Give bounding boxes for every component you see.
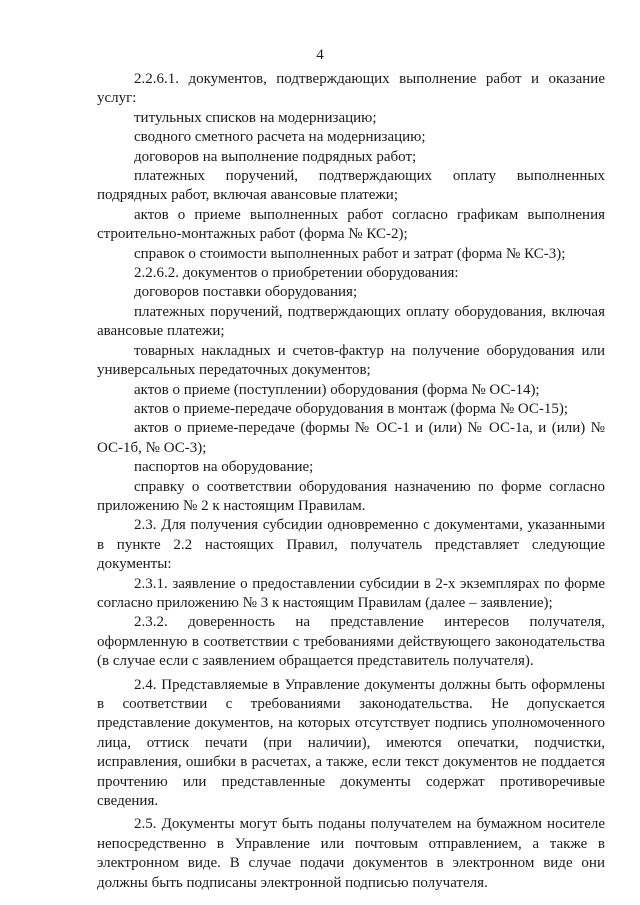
page-number: 4 <box>316 47 324 63</box>
list-item: договоров поставки оборудования; <box>134 284 358 301</box>
list-item: актов о приеме выполненных работ согласно графикам выполнения строительно-монтажных работ (форма № КС-2); <box>97 206 605 243</box>
document-body <box>97 70 605 893</box>
paragraph-2-2-6-1: 2.2.6.1. документов, подтверждающих выполнение работ и оказание услуг: <box>97 71 605 107</box>
list-item: актов о приеме-передаче оборудования в монтаж (форма № ОС-15); <box>134 400 569 417</box>
list-item: актов о приеме (поступлении) оборудования (форма № ОС-14); <box>134 381 540 398</box>
list-item: товарных накладных и счетов-фактур на получение оборудования или универсальных передаточных документов; <box>97 342 605 379</box>
list-item: актов о приеме-передаче (формы № ОС-1 и (или) № ОС-1а, и (или) № ОС-1б, № ОС-3); <box>97 420 605 456</box>
paragraph-2-3: 2.3. Для получения субсидии одновременно с документами, указанными в пункте 2.2 настоящих Правил, получатель представляет следующие документы: <box>97 517 605 573</box>
list-item: титульных списков на модернизацию; <box>134 109 377 126</box>
list-item: платежных поручений, подтверждающих оплату выполненных подрядных работ, включая авансовые платежи; <box>97 168 605 204</box>
list-item: платежных поручений, подтверждающих оплату оборудования, включая авансовые платежи; <box>97 303 605 340</box>
list-item: сводного сметного расчета на модернизацию; <box>134 129 426 146</box>
paragraph-2-4: 2.4. Представляемые в Управление документы должны быть оформлены в соответствии с требованиями законодательства. Не допускается представление документов, на которых отсутствует подпись уполномоченного лица, оттиск печати (при наличии), имеются опечатки, подчистки, исправления, ошибки в расчетах, а также, если текст документов не поддается прочтению или представленные документы содержат противоречивые сведения. <box>97 676 605 810</box>
paragraph-2-5: 2.5. Документы могут быть поданы получателем на бумажном носителе непосредственно в Управление или почтовым отправлением, а также в электронном виде. В случае подачи документов в электронном виде они должны быть подписаны электронной подписью получателя. <box>97 816 605 891</box>
list-item: справок о стоимости выполненных работ и затрат (форма № КС-3); <box>134 245 566 262</box>
paragraph-2-3-1: 2.3.1. заявление о предоставлении субсидии в 2-х экземплярах по форме согласно приложению № 3 к настоящим Правилам (далее – заявление); <box>97 575 605 611</box>
list-item: договоров на выполнение подрядных работ; <box>134 148 417 165</box>
paragraph-2-3-2: 2.3.2. доверенность на представление интересов получателя, оформленную в соответствии с требованиями действующего законодательства (в случае если с заявлением обращается представитель получателя). <box>97 614 605 670</box>
list-item: паспортов на оборудование; <box>134 459 314 476</box>
list-item: справку о соответствии оборудования назначению по форме согласно приложению № 2 к настоящим Правилам. <box>97 478 605 514</box>
paragraph-2-2-6-2: 2.2.6.2. документов о приобретении оборудования: <box>134 265 459 282</box>
